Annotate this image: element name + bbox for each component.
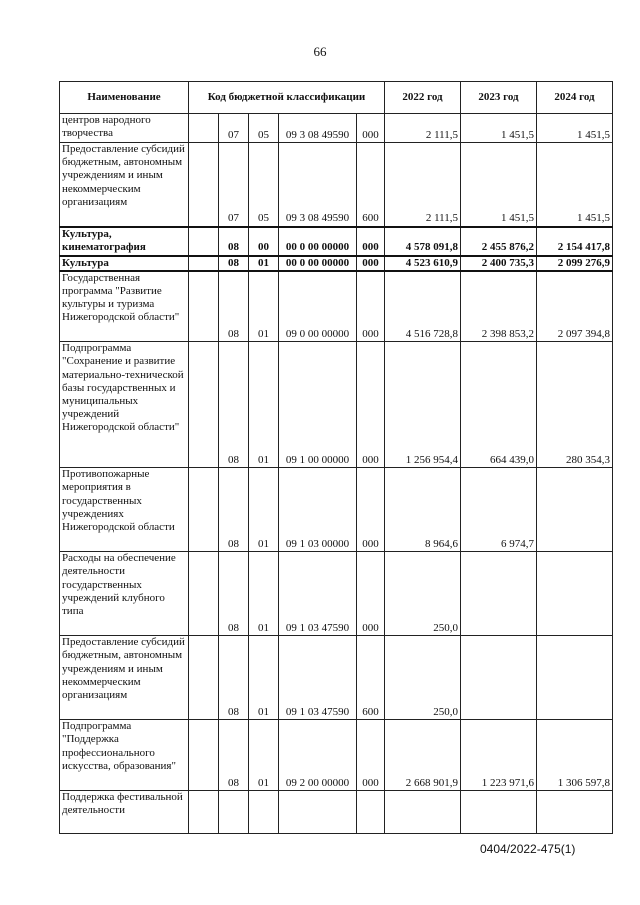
row-2024 — [537, 791, 613, 834]
table-row — [60, 720, 613, 791]
row-2023: 1 451,5 — [461, 143, 537, 227]
row-type: 000 — [357, 342, 385, 468]
row-blank — [189, 143, 219, 227]
row-subsection: 01 — [249, 636, 279, 720]
table-row — [60, 256, 613, 271]
row-2023: 1 451,5 — [461, 114, 537, 143]
row-target: 00 0 00 00000 — [279, 227, 357, 256]
row-2024: 2 097 394,8 — [537, 271, 613, 342]
row-subsection: 01 — [249, 468, 279, 552]
row-2023 — [461, 636, 537, 720]
page-number: 66 — [313, 44, 327, 59]
row-2023: 1 223 971,6 — [461, 720, 537, 791]
row-subsection — [249, 791, 279, 834]
row-type: 000 — [357, 468, 385, 552]
row-type: 000 — [357, 114, 385, 143]
row-2024: 1 306 597,8 — [537, 720, 613, 791]
row-2022 — [385, 791, 461, 834]
row-subsection: 05 — [249, 143, 279, 227]
row-type — [357, 791, 385, 834]
row-type: 600 — [357, 636, 385, 720]
row-blank — [189, 636, 219, 720]
row-blank — [189, 791, 219, 834]
row-type: 000 — [357, 227, 385, 256]
row-name: Предоставление субсидий бюджетным, автономным учреждениям и иным некоммерческим организациям — [60, 636, 189, 720]
row-subsection: 01 — [249, 720, 279, 791]
table-row — [60, 636, 613, 720]
row-subsection: 00 — [249, 227, 279, 256]
row-blank — [189, 256, 219, 271]
row-2022: 2 111,5 — [385, 114, 461, 143]
row-2023: 664 439,0 — [461, 342, 537, 468]
row-type: 000 — [357, 256, 385, 271]
row-2023 — [461, 791, 537, 834]
row-blank — [189, 552, 219, 636]
row-target: 09 1 03 00000 — [279, 468, 357, 552]
row-blank — [189, 342, 219, 468]
row-subsection: 05 — [249, 114, 279, 143]
row-section: 08 — [219, 720, 249, 791]
row-subsection: 01 — [249, 271, 279, 342]
header-2024: 2024 год — [537, 82, 613, 114]
row-target — [279, 791, 357, 834]
row-subsection: 01 — [249, 552, 279, 636]
header-name: Наименование — [60, 82, 189, 114]
row-section: 08 — [219, 227, 249, 256]
row-section: 08 — [219, 342, 249, 468]
table-row — [60, 227, 613, 256]
row-2022: 4 523 610,9 — [385, 256, 461, 271]
row-2023: 6 974,7 — [461, 468, 537, 552]
row-section: 08 — [219, 552, 249, 636]
table-row — [60, 143, 613, 227]
row-2024: 2 099 276,9 — [537, 256, 613, 271]
row-target: 09 0 00 00000 — [279, 271, 357, 342]
row-name: Предоставление субсидий бюджетным, автономным учреждениям и иным некоммерческим организациям — [60, 143, 189, 227]
row-name: Подпрограмма "Поддержка профессионального искусства, образования" — [60, 720, 189, 791]
row-2024: 280 354,3 — [537, 342, 613, 468]
row-2024 — [537, 636, 613, 720]
document-code: 0404/2022-475(1) — [480, 842, 576, 856]
row-type: 000 — [357, 271, 385, 342]
row-name: центров народного творчества — [60, 114, 189, 143]
table-row — [60, 468, 613, 552]
row-2024: 2 154 417,8 — [537, 227, 613, 256]
row-2022: 250,0 — [385, 552, 461, 636]
row-section: 08 — [219, 271, 249, 342]
table-row — [60, 791, 613, 834]
table-header-row — [60, 82, 613, 114]
row-name: Расходы на обеспечение деятельности государственных учреждений клубного типа — [60, 552, 189, 636]
table-row — [60, 552, 613, 636]
row-blank — [189, 468, 219, 552]
row-type: 600 — [357, 143, 385, 227]
row-target: 09 2 00 00000 — [279, 720, 357, 791]
row-2024 — [537, 552, 613, 636]
row-2024: 1 451,5 — [537, 143, 613, 227]
row-target: 00 0 00 00000 — [279, 256, 357, 271]
row-section: 08 — [219, 468, 249, 552]
row-blank — [189, 720, 219, 791]
row-section: 07 — [219, 114, 249, 143]
row-2022: 4 516 728,8 — [385, 271, 461, 342]
row-section: 08 — [219, 256, 249, 271]
header-2022: 2022 год — [385, 82, 461, 114]
row-type: 000 — [357, 720, 385, 791]
row-2022: 250,0 — [385, 636, 461, 720]
row-name: Подпрограмма "Сохранение и развитие материально-технической базы государственных и муниципальных учреждений Нижегородской области" — [60, 342, 189, 468]
row-name: Культура, кинематография — [60, 227, 189, 256]
row-2023 — [461, 552, 537, 636]
row-blank — [189, 227, 219, 256]
row-target: 09 3 08 49590 — [279, 114, 357, 143]
row-section: 08 — [219, 636, 249, 720]
row-name: Поддержка фестивальной деятельности — [60, 791, 189, 834]
table-row — [60, 342, 613, 468]
row-2022: 2 668 901,9 — [385, 720, 461, 791]
row-2024: 1 451,5 — [537, 114, 613, 143]
row-subsection: 01 — [249, 256, 279, 271]
row-type: 000 — [357, 552, 385, 636]
row-name: Государственная программа "Развитие культуры и туризма Нижегородской области" — [60, 271, 189, 342]
table-row — [60, 271, 613, 342]
row-target: 09 1 03 47590 — [279, 636, 357, 720]
header-2023: 2023 год — [461, 82, 537, 114]
row-2022: 4 578 091,8 — [385, 227, 461, 256]
row-section — [219, 791, 249, 834]
row-2023: 2 398 853,2 — [461, 271, 537, 342]
row-2022: 2 111,5 — [385, 143, 461, 227]
row-name: Культура — [60, 256, 189, 271]
row-blank — [189, 271, 219, 342]
header-code: Код бюджетной классификации — [189, 82, 385, 114]
row-section: 07 — [219, 143, 249, 227]
row-target: 09 1 00 00000 — [279, 342, 357, 468]
row-target: 09 3 08 49590 — [279, 143, 357, 227]
row-2023: 2 455 876,2 — [461, 227, 537, 256]
row-subsection: 01 — [249, 342, 279, 468]
row-2022: 8 964,6 — [385, 468, 461, 552]
row-2022: 1 256 954,4 — [385, 342, 461, 468]
table-row — [60, 114, 613, 143]
budget-table — [59, 81, 613, 834]
row-target: 09 1 03 47590 — [279, 552, 357, 636]
row-blank — [189, 114, 219, 143]
row-2023: 2 400 735,3 — [461, 256, 537, 271]
row-name: Противопожарные мероприятия в государственных учреждениях Нижегородской области — [60, 468, 189, 552]
row-2024 — [537, 468, 613, 552]
